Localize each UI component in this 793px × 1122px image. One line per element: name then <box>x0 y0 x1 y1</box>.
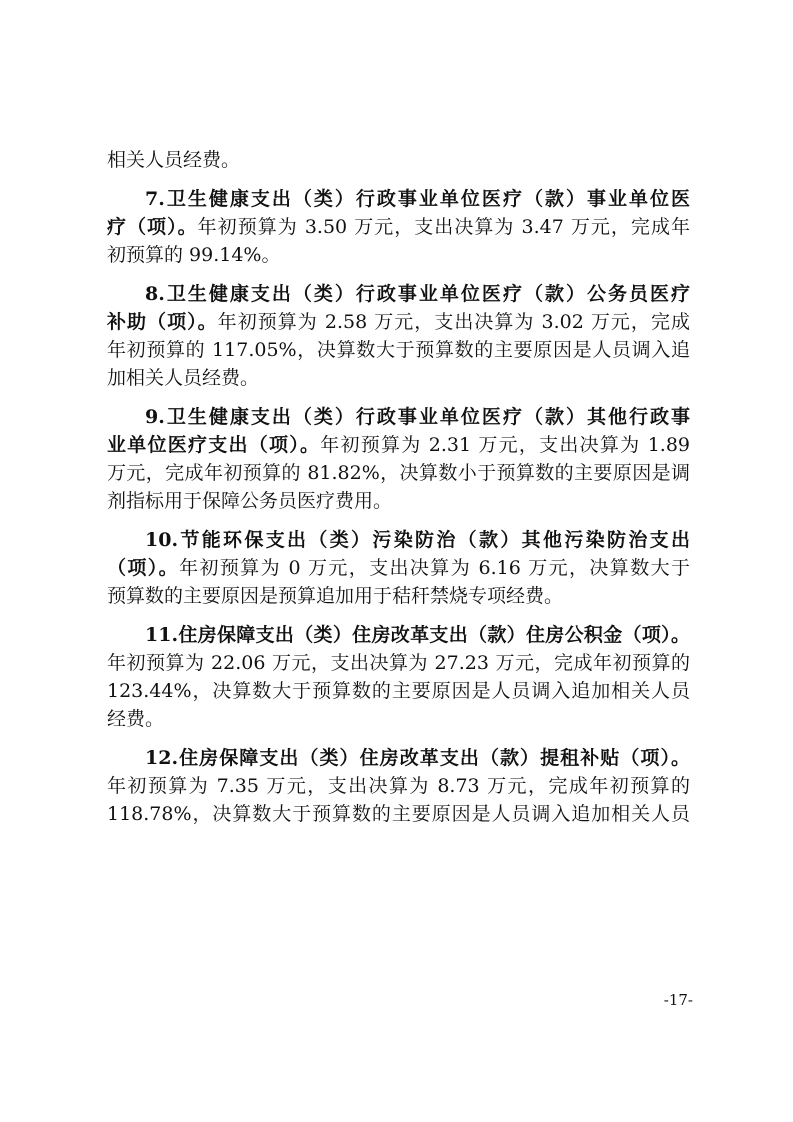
line-text: 123.44%，决算数大于预算数的主要原因是人员调入追加相关人员 <box>107 680 690 702</box>
paragraph <box>107 280 690 392</box>
text-line <box>107 621 690 649</box>
line-text: 加相关人员经费。 <box>107 367 260 389</box>
line-text: 相关人员经费。 <box>107 149 241 171</box>
line-text: 年初预算为 2.31 万元，支出决算为 1.89 <box>320 434 690 456</box>
item-heading: 10.节能环保支出（类）污染防治（款）其他污染防治支出 <box>145 529 690 551</box>
line-text: 预算数的主要原因是预算追加用于秸秆禁烧专项经费。 <box>107 585 564 607</box>
text-line <box>107 772 690 800</box>
item-heading: 疗（项）。 <box>107 216 198 238</box>
line-text: 经费。 <box>107 708 165 730</box>
paragraph <box>107 744 690 828</box>
text-line <box>107 431 690 459</box>
text-line <box>107 582 690 610</box>
text-line <box>107 705 690 733</box>
item-heading: 补助（项）。 <box>107 311 218 333</box>
item-heading: 7.卫生健康支出（类）行政事业单位医疗（款）事业单位医 <box>145 188 690 210</box>
text-line <box>107 526 690 554</box>
text-line <box>107 146 690 174</box>
text-line <box>107 459 690 487</box>
item-heading: 12.住房保障支出（类）住房改革支出（款）提租补贴（项）。 <box>145 747 690 769</box>
item-heading: 业单位医疗支出（项）。 <box>107 434 321 456</box>
line-text: 年初预算为 3.50 万元，支出决算为 3.47 万元，完成年 <box>197 216 690 238</box>
text-line <box>107 403 690 431</box>
text-line <box>107 308 690 336</box>
paragraph <box>107 526 690 610</box>
line-text: 118.78%，决算数大于预算数的主要原因是人员调入追加相关人员 <box>107 803 690 825</box>
item-heading: 11.住房保障支出（类）住房改革支出（款）住房公积金（项）。 <box>145 624 690 646</box>
text-line <box>107 649 690 677</box>
line-text: 剂指标用于保障公务员医疗费用。 <box>107 490 393 512</box>
text-line <box>107 364 690 392</box>
line-text: 初预算的 99.14%。 <box>107 244 281 266</box>
paragraph <box>107 621 690 733</box>
line-text: 年初预算为 2.58 万元，支出决算为 3.02 万元，完成 <box>217 311 690 333</box>
paragraph <box>107 185 690 269</box>
line-text: 年初预算为 22.06 万元，支出决算为 27.23 万元，完成年初预算的 <box>107 652 690 674</box>
text-line <box>107 213 690 241</box>
text-line <box>107 241 690 269</box>
line-text: 年初预算为 0 万元，支出决算为 6.16 万元，决算数大于 <box>179 557 690 579</box>
line-text: 万元，完成年初预算的 81.82%，决算数小于预算数的主要原因是调 <box>107 462 690 484</box>
line-text: 年初预算为 7.35 万元，支出决算为 8.73 万元，完成年初预算的 <box>107 775 690 797</box>
paragraph <box>107 146 690 174</box>
text-line <box>107 744 690 772</box>
text-line <box>107 185 690 213</box>
text-line <box>107 554 690 582</box>
line-text: 年初预算的 117.05%，决算数大于预算数的主要原因是人员调入追 <box>107 339 690 361</box>
text-line <box>107 336 690 364</box>
paragraph <box>107 403 690 515</box>
item-heading: 9.卫生健康支出（类）行政事业单位医疗（款）其他行政事 <box>145 406 690 428</box>
document-body <box>107 146 690 828</box>
text-line <box>107 800 690 828</box>
text-line <box>107 487 690 515</box>
text-line <box>107 677 690 705</box>
page-number: -17- <box>663 991 693 1009</box>
item-heading: （项）。 <box>107 557 180 579</box>
text-line <box>107 280 690 308</box>
item-heading: 8.卫生健康支出（类）行政事业单位医疗（款）公务员医疗 <box>145 283 690 305</box>
